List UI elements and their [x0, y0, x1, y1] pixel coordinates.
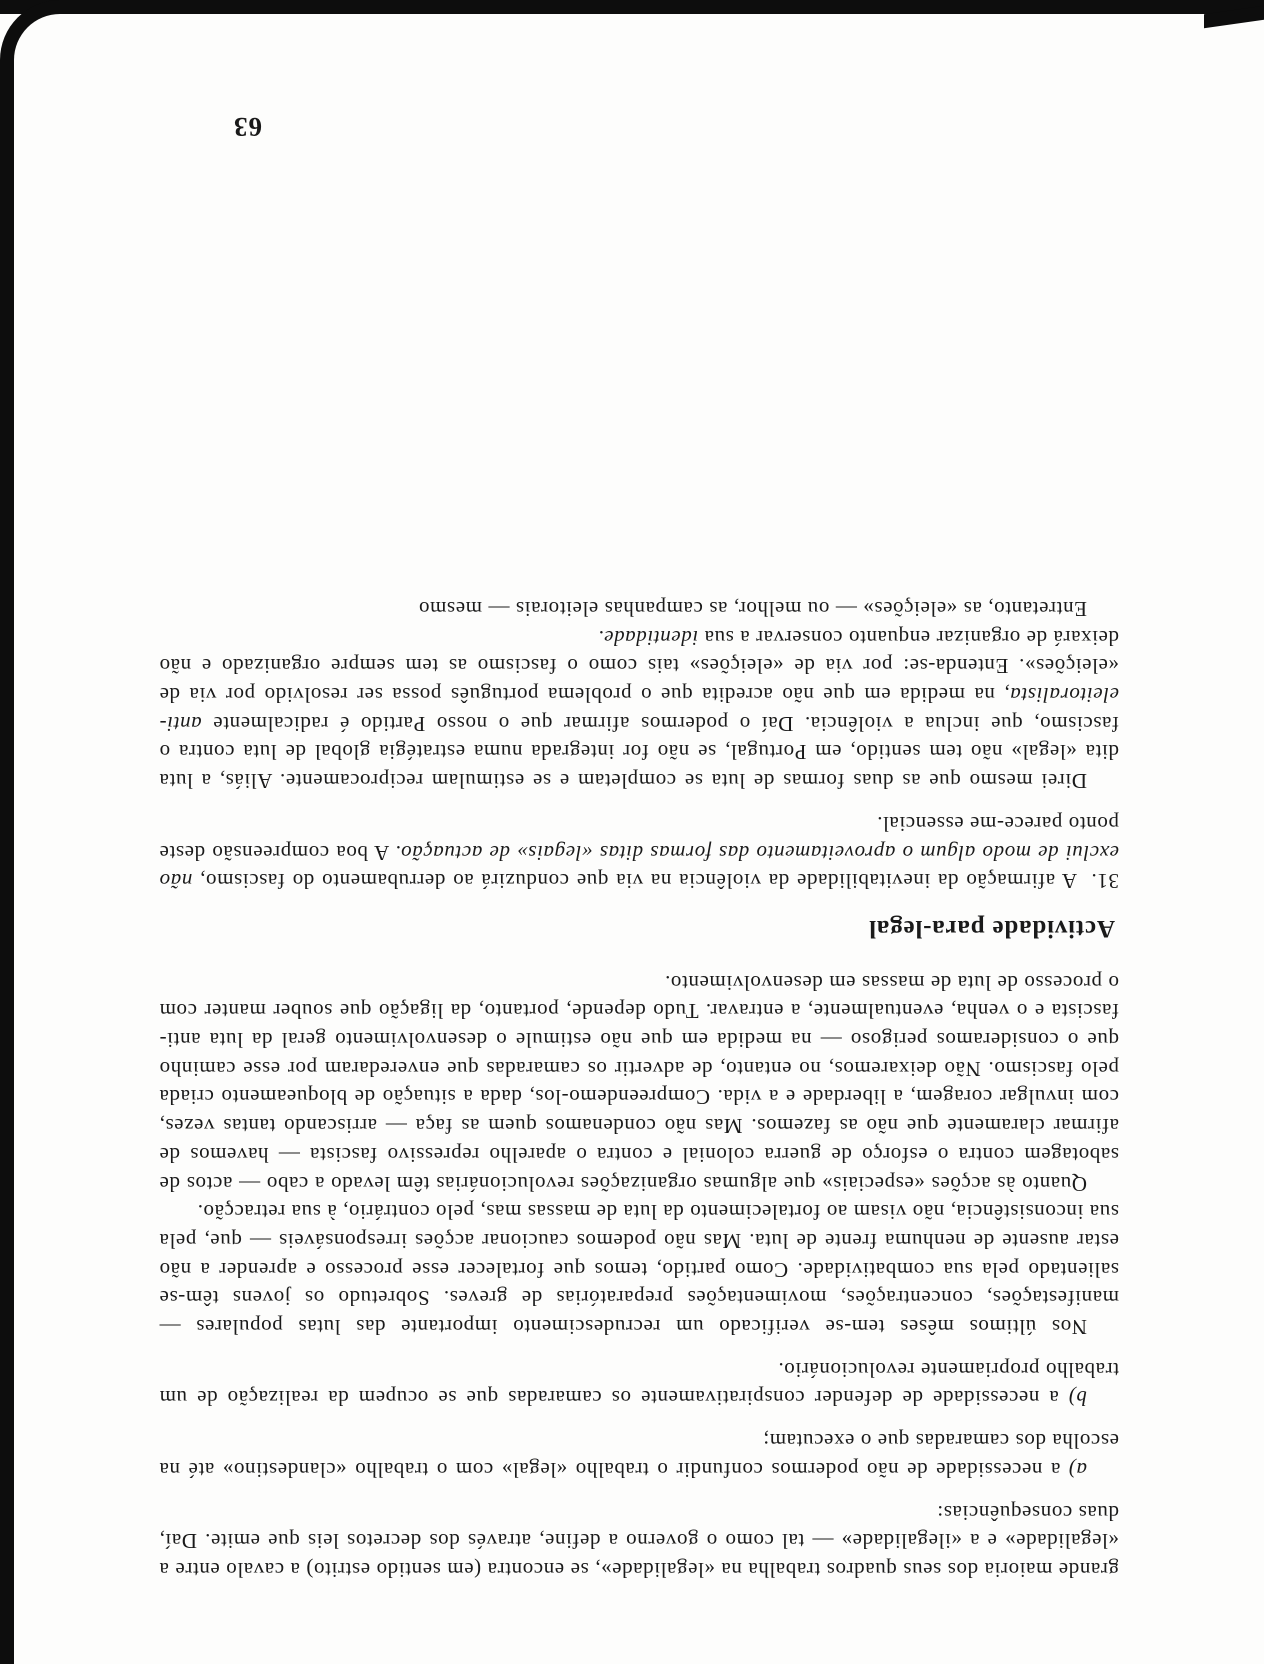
paragraph-direi-part-c: na medida em que não acredita que o problema português possa ser resolvido por via de «eleições». Entenda-se: por via de «eleições» tais como o fascismo as tem sempre organizado e não deixará de organizar enquanto conservar a sua	[159, 625, 1119, 708]
paragraph-31-part-a: A afirmação da inevitabilidade da violência na via que conduzirá ao derrubamento do fascismo,	[199, 869, 1077, 894]
paragraph-31-part-b: não exclui de modo algum o aproveitamento das formas ditas «legais» de actuação.	[159, 840, 1119, 894]
list-item-b-text: a necessidade de defender conspirativamente os camaradas que se ocupem da realização de um trabalho propriamente revolucionário.	[159, 1357, 1119, 1411]
paragraph-intro: grande maioria dos seus quadros trabalha na «legalidade», se encontra (em sentido estrito) a cavalo entre a «legalidade» e a «ilegalidade» — tal como o governo a define, através dos decretos leis que emite. Daí, duas consequências:	[159, 1500, 1119, 1582]
page-body	[159, 594, 1119, 1584]
section-title: Actividade para-legal	[868, 914, 1115, 942]
paragraph-entretanto: Entretanto, as «eleições» — ou melhor, as campanhas eleitorais — mesmo	[418, 596, 1087, 621]
list-item-b	[159, 1355, 1119, 1412]
paragraph-direi-part-b: anti-eleitoralista,	[159, 683, 1119, 736]
list-item-a	[159, 1426, 1119, 1483]
list-item-a-text: a necessidade de não podermos confundir o trabalho «legal» com o trabalho «clandestino» até na escolha dos camaradas que o executam;	[159, 1429, 1119, 1482]
paragraph-31-part-c: A boa compreensão deste ponto parece-me essencial.	[158, 811, 1119, 865]
paragraph-direi	[159, 623, 1119, 795]
paragraph-quanto: Quanto às acções «especiais» que algumas organizações revolucionárias têm levado a cabo — actos de sabotagem contra o esforço de guerra colonial e contra o aparelho repressivo fascista — havemos de afirmar claramente que não as fazemos. Mas não condenamos quem as faça — arriscando tantas vezes, com invulgar coragem, a liberdade e a vida. Compreendemo-los, dada a situação de bloqueamento criada pelo fascismo. Não deixaremos, no entanto, de advertir os camaradas que enveredaram por esse caminho que o consideramos perigoso — na medida em que não estimule o desenvolvimento geral da luta anti-fascista e o venha, eventualmente, a entravar. Tudo depende, portanto, da ligação que souber manter com o processo de luta de massas em desenvolvimento.	[159, 970, 1119, 1196]
paragraph-direi-part-d: identidade.	[597, 625, 699, 650]
paragraph-nos-ultimos: Nos últimos mêses tem-se verificado um recrudescimento importante das lutas populares — manifestações, concentrações, movimentações preparatórias de greves. Sobretudo os jovens têm-se salientado pela sua combatividade. Como partido, temos que fortalecer esse processo e aprender a não estar ausente de nenhuma frente de luta. Mas não podemos caucionar acções irresponsáveis — que, pela sua inconsistência, não visam ao fortalecimento da luta de massas mas, pelo contrário, à sua retracção.	[159, 1200, 1119, 1340]
list-item-b-letter: b)	[1068, 1386, 1087, 1411]
paragraph-31	[159, 809, 1119, 895]
paragraph-direi-part-a: Direi mesmo que as duas formas de luta se completam e se estimulam reciprocamente. Aliás, a luta dita «legal» não tem sentido, em Portugal, se não for integrada numa estratégia global de luta contra o fascismo, que inclua a violência. Daí o podermos afirmar que o nosso Partido é radicalmente	[159, 711, 1119, 794]
paragraph-31-number: 31.	[1090, 869, 1119, 894]
page-number: 63	[233, 112, 262, 142]
list-item-a-letter: a)	[1068, 1457, 1087, 1482]
